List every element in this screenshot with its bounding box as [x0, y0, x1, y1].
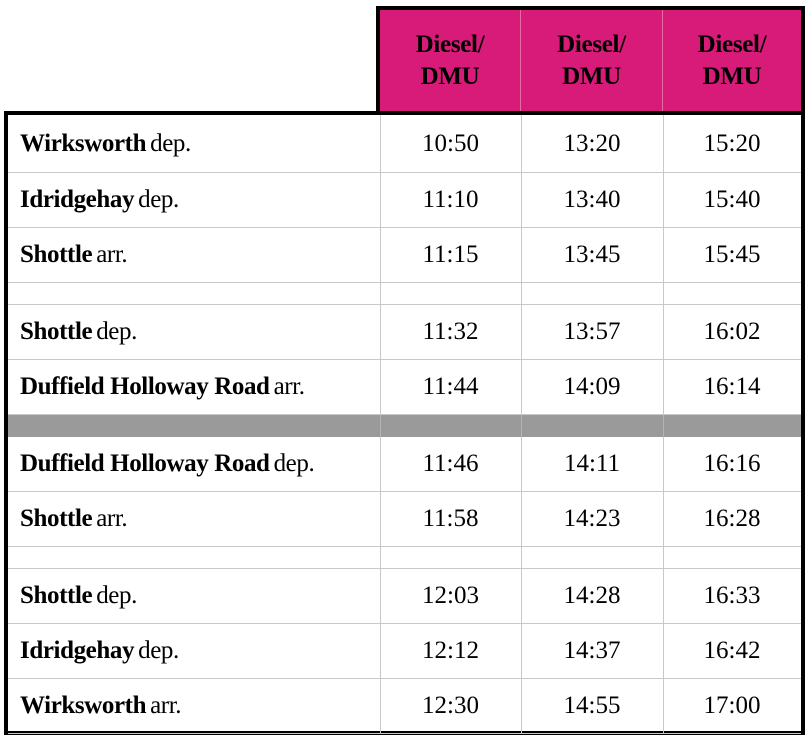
station-name: Shottle — [20, 582, 93, 609]
time-cell: 11:58 — [422, 505, 479, 532]
time-cell: 13:57 — [563, 318, 621, 345]
time-cell: 15:40 — [703, 186, 761, 213]
time-cell: 14:37 — [563, 637, 621, 664]
table-row — [8, 492, 801, 547]
time-cell: 11:10 — [422, 186, 479, 213]
station-cell — [20, 569, 137, 623]
station-name: Wirksworth — [20, 692, 147, 719]
station-name: Shottle — [20, 318, 93, 345]
station-cell — [20, 173, 179, 227]
time-cell: 12:12 — [422, 637, 479, 664]
column-header: Diesel/ DMU — [520, 10, 662, 111]
time-cell: 16:33 — [703, 582, 761, 609]
column-header: Diesel/ DMU — [415, 30, 485, 90]
time-cell: 11:32 — [422, 318, 479, 345]
time-cell: 13:45 — [563, 241, 621, 268]
time-cell: 14:23 — [563, 505, 621, 532]
arrival-departure-label: arr. — [96, 505, 128, 532]
timetable-header — [376, 6, 805, 111]
station-cell — [20, 305, 137, 359]
table-row — [8, 228, 801, 283]
column-divider — [663, 415, 664, 437]
arrival-departure-label: arr. — [150, 692, 182, 719]
table-row — [8, 115, 801, 173]
table-row — [8, 679, 801, 734]
station-name: Wirksworth — [20, 129, 147, 157]
time-cell: 13:20 — [563, 129, 621, 157]
time-cell: 11:46 — [422, 450, 479, 477]
table-row — [8, 624, 801, 679]
time-cell: 14:55 — [563, 692, 621, 719]
station-name: Duffield Holloway Road — [20, 373, 270, 400]
station-name: Idridgehay — [20, 186, 135, 213]
time-cell: 16:14 — [703, 373, 761, 400]
station-name: Shottle — [20, 241, 93, 268]
column-divider — [521, 415, 522, 437]
column-divider — [521, 547, 522, 568]
arrival-departure-label: dep. — [138, 637, 179, 664]
station-cell — [20, 624, 179, 678]
column-header: Diesel/ DMU — [662, 10, 801, 111]
table-row — [8, 305, 801, 360]
time-cell: 10:50 — [422, 129, 479, 157]
time-cell: 16:02 — [703, 318, 761, 345]
time-cell: 14:09 — [563, 373, 621, 400]
timetable — [4, 111, 805, 735]
column-divider — [663, 547, 664, 568]
column-divider — [380, 547, 381, 568]
arrival-departure-label: dep. — [150, 129, 191, 157]
table-row — [8, 173, 801, 228]
arrival-departure-label: arr. — [96, 241, 128, 268]
column-divider — [521, 283, 522, 304]
arrival-departure-label: dep. — [273, 450, 315, 477]
time-cell: 16:42 — [703, 637, 761, 664]
time-cell: 13:40 — [563, 186, 621, 213]
station-name: Idridgehay — [20, 637, 135, 664]
arrival-departure-label: dep. — [96, 582, 137, 609]
arrival-departure-label: dep. — [138, 186, 179, 213]
time-cell: 14:11 — [563, 450, 621, 477]
station-cell — [20, 360, 305, 414]
time-cell: 17:00 — [703, 692, 761, 719]
column-divider — [380, 415, 381, 437]
divider-row — [8, 415, 801, 437]
time-cell: 15:45 — [703, 241, 761, 268]
station-cell — [20, 228, 127, 282]
time-cell: 11:44 — [422, 373, 479, 400]
arrival-departure-label: arr. — [273, 373, 305, 400]
table-row — [8, 360, 801, 415]
station-cell — [20, 679, 181, 733]
spacer-row — [8, 547, 801, 569]
station-cell — [20, 115, 191, 172]
time-cell: 12:30 — [422, 692, 479, 719]
time-cell: 14:28 — [563, 582, 621, 609]
column-divider — [663, 283, 664, 304]
table-row — [8, 437, 801, 492]
station-name: Duffield Holloway Road — [20, 450, 270, 477]
time-cell: 15:20 — [703, 129, 761, 157]
station-cell — [20, 437, 314, 491]
time-cell: 16:16 — [703, 450, 761, 477]
station-name: Shottle — [20, 505, 93, 532]
arrival-departure-label: dep. — [96, 318, 137, 345]
station-cell — [20, 492, 127, 546]
table-row — [8, 569, 801, 624]
spacer-row — [8, 283, 801, 305]
time-cell: 11:15 — [422, 241, 479, 268]
column-divider — [380, 283, 381, 304]
time-cell: 16:28 — [703, 505, 761, 532]
time-cell: 12:03 — [422, 582, 479, 609]
